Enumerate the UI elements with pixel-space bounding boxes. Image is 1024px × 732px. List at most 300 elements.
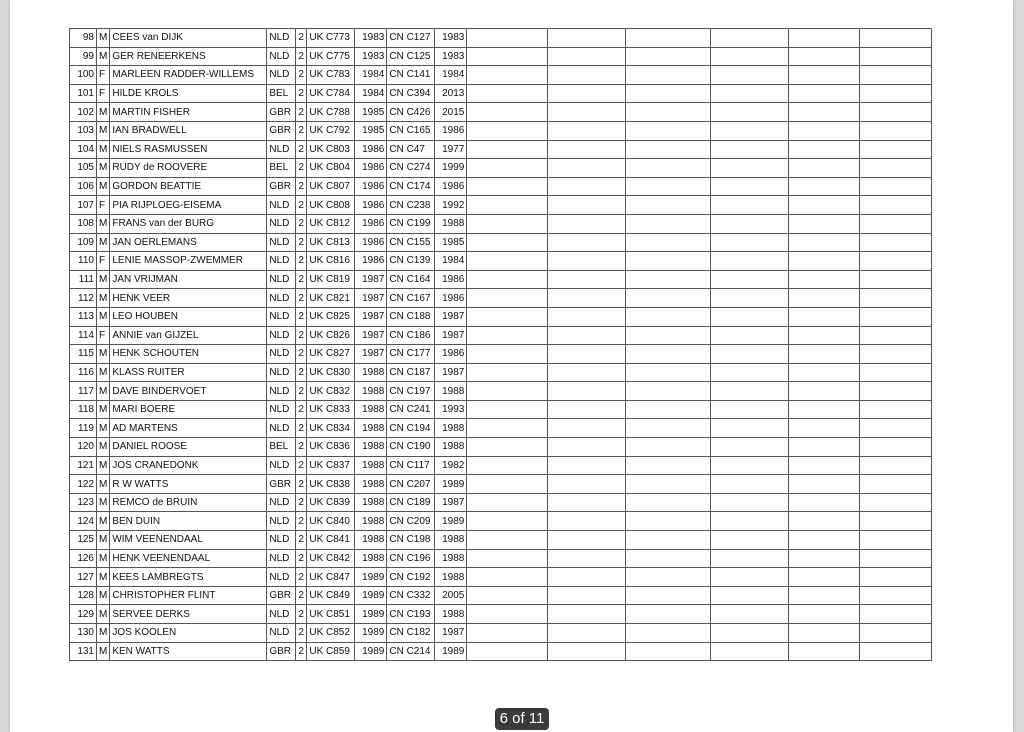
row-number: 107 [70, 196, 97, 215]
empty-cell [548, 400, 626, 419]
empty-cell [860, 419, 932, 438]
empty-cell [548, 214, 626, 233]
empty-cell [789, 159, 860, 178]
empty-cell [711, 400, 789, 419]
empty-cell [548, 289, 626, 308]
cn-number-cell: CN C207 [387, 475, 435, 494]
class-cell: 2 [296, 196, 307, 215]
row-number: 99 [70, 47, 97, 66]
empty-cell [860, 382, 932, 401]
cn-year-cell: 1986 [435, 289, 467, 308]
nationality-cell: GBR [267, 103, 296, 122]
cn-number-cell: CN C182 [387, 624, 435, 643]
empty-cell [860, 456, 932, 475]
uk-number-cell: UK C847 [307, 568, 355, 587]
uk-year-cell: 1989 [355, 624, 387, 643]
empty-cell [626, 642, 711, 661]
empty-cell [711, 121, 789, 140]
empty-cell [626, 400, 711, 419]
nationality-cell: NLD [267, 307, 296, 326]
name-cell: HILDE KROLS [110, 84, 267, 103]
empty-cell [860, 400, 932, 419]
empty-cell [789, 568, 860, 587]
nationality-cell: NLD [267, 382, 296, 401]
empty-cell [467, 531, 548, 550]
nationality-cell: NLD [267, 568, 296, 587]
empty-cell [467, 140, 548, 159]
empty-cell [789, 642, 860, 661]
nationality-cell: NLD [267, 531, 296, 550]
empty-cell [548, 196, 626, 215]
empty-cell [467, 456, 548, 475]
table-row [70, 475, 932, 494]
cn-year-cell: 1989 [435, 475, 467, 494]
uk-year-cell: 1989 [355, 605, 387, 624]
cn-number-cell: CN C189 [387, 493, 435, 512]
name-cell: R W WATTS [110, 475, 267, 494]
sex-cell: F [97, 326, 110, 345]
uk-year-cell: 1989 [355, 642, 387, 661]
table-row [70, 66, 932, 85]
row-number: 98 [70, 29, 97, 48]
empty-cell [860, 29, 932, 48]
empty-cell [711, 103, 789, 122]
empty-cell [626, 121, 711, 140]
empty-cell [789, 419, 860, 438]
row-number: 116 [70, 363, 97, 382]
empty-cell [789, 549, 860, 568]
nationality-cell: NLD [267, 493, 296, 512]
cn-year-cell: 1988 [435, 438, 467, 457]
cn-year-cell: 2013 [435, 84, 467, 103]
name-cell: DANIEL ROOSE [110, 438, 267, 457]
uk-number-cell: UK C842 [307, 549, 355, 568]
empty-cell [467, 326, 548, 345]
name-cell: JOS CRANEDONK [110, 456, 267, 475]
row-number: 101 [70, 84, 97, 103]
empty-cell [711, 512, 789, 531]
empty-cell [860, 140, 932, 159]
cn-number-cell: CN C188 [387, 307, 435, 326]
uk-number-cell: UK C840 [307, 512, 355, 531]
cn-number-cell: CN C194 [387, 419, 435, 438]
nationality-cell: NLD [267, 512, 296, 531]
empty-cell [860, 270, 932, 289]
table-row [70, 642, 932, 661]
sex-cell: F [97, 84, 110, 103]
empty-cell [789, 103, 860, 122]
cn-year-cell: 1986 [435, 121, 467, 140]
empty-cell [548, 66, 626, 85]
name-cell: JAN OERLEMANS [110, 233, 267, 252]
class-cell: 2 [296, 233, 307, 252]
name-cell: RUDY de ROOVERE [110, 159, 267, 178]
cn-number-cell: CN C139 [387, 252, 435, 271]
cn-year-cell: 1999 [435, 159, 467, 178]
nationality-cell: NLD [267, 233, 296, 252]
uk-year-cell: 1989 [355, 568, 387, 587]
uk-year-cell: 1988 [355, 419, 387, 438]
empty-cell [711, 419, 789, 438]
empty-cell [548, 438, 626, 457]
empty-cell [548, 363, 626, 382]
nationality-cell: NLD [267, 456, 296, 475]
empty-cell [467, 177, 548, 196]
sex-cell: M [97, 493, 110, 512]
empty-cell [789, 512, 860, 531]
uk-year-cell: 1987 [355, 307, 387, 326]
row-number: 119 [70, 419, 97, 438]
empty-cell [626, 47, 711, 66]
uk-number-cell: UK C827 [307, 345, 355, 364]
sex-cell: M [97, 177, 110, 196]
empty-cell [860, 103, 932, 122]
empty-cell [548, 531, 626, 550]
empty-cell [467, 307, 548, 326]
uk-year-cell: 1983 [355, 47, 387, 66]
empty-cell [789, 400, 860, 419]
uk-number-cell: UK C859 [307, 642, 355, 661]
name-cell: CHRISTOPHER FLINT [110, 586, 267, 605]
empty-cell [789, 456, 860, 475]
empty-cell [789, 270, 860, 289]
table-row [70, 624, 932, 643]
empty-cell [626, 326, 711, 345]
name-cell: FRANS van der BURG [110, 214, 267, 233]
name-cell: BEN DUIN [110, 512, 267, 531]
name-cell: MARI BOERE [110, 400, 267, 419]
empty-cell [711, 159, 789, 178]
empty-cell [860, 177, 932, 196]
empty-cell [860, 326, 932, 345]
cn-year-cell: 1988 [435, 214, 467, 233]
row-number: 128 [70, 586, 97, 605]
uk-number-cell: UK C841 [307, 531, 355, 550]
table-row [70, 382, 932, 401]
nationality-cell: GBR [267, 121, 296, 140]
uk-year-cell: 1988 [355, 531, 387, 550]
empty-cell [789, 47, 860, 66]
class-cell: 2 [296, 326, 307, 345]
empty-cell [860, 438, 932, 457]
class-cell: 2 [296, 307, 307, 326]
cn-year-cell: 1988 [435, 531, 467, 550]
sex-cell: M [97, 233, 110, 252]
uk-number-cell: UK C826 [307, 326, 355, 345]
cn-number-cell: CN C117 [387, 456, 435, 475]
uk-year-cell: 1985 [355, 121, 387, 140]
uk-number-cell: UK C775 [307, 47, 355, 66]
empty-cell [789, 475, 860, 494]
empty-cell [711, 549, 789, 568]
empty-cell [711, 345, 789, 364]
cn-year-cell: 1984 [435, 252, 467, 271]
empty-cell [467, 66, 548, 85]
cn-number-cell: CN C155 [387, 233, 435, 252]
empty-cell [711, 214, 789, 233]
row-number: 110 [70, 252, 97, 271]
empty-cell [860, 159, 932, 178]
empty-cell [626, 214, 711, 233]
class-cell: 2 [296, 84, 307, 103]
row-number: 103 [70, 121, 97, 140]
uk-number-cell: UK C833 [307, 400, 355, 419]
table-row [70, 233, 932, 252]
nationality-cell: NLD [267, 29, 296, 48]
cn-number-cell: CN C199 [387, 214, 435, 233]
cn-number-cell: CN C214 [387, 642, 435, 661]
name-cell: LENIE MASSOP-ZWEMMER [110, 252, 267, 271]
sex-cell: M [97, 363, 110, 382]
empty-cell [711, 326, 789, 345]
empty-cell [789, 140, 860, 159]
table-row [70, 549, 932, 568]
row-number: 122 [70, 475, 97, 494]
cn-number-cell: CN C426 [387, 103, 435, 122]
cn-number-cell: CN C186 [387, 326, 435, 345]
empty-cell [626, 531, 711, 550]
sex-cell: M [97, 159, 110, 178]
cn-year-cell: 1987 [435, 624, 467, 643]
uk-number-cell: UK C773 [307, 29, 355, 48]
empty-cell [711, 531, 789, 550]
empty-cell [548, 605, 626, 624]
empty-cell [467, 29, 548, 48]
empty-cell [548, 549, 626, 568]
uk-number-cell: UK C852 [307, 624, 355, 643]
uk-year-cell: 1987 [355, 345, 387, 364]
empty-cell [711, 586, 789, 605]
uk-year-cell: 1986 [355, 159, 387, 178]
empty-cell [626, 270, 711, 289]
table-row [70, 419, 932, 438]
cn-year-cell: 1988 [435, 419, 467, 438]
name-cell: ANNIE van GIJZEL [110, 326, 267, 345]
nationality-cell: NLD [267, 419, 296, 438]
class-cell: 2 [296, 252, 307, 271]
empty-cell [467, 270, 548, 289]
empty-cell [711, 456, 789, 475]
empty-cell [626, 233, 711, 252]
uk-year-cell: 1986 [355, 196, 387, 215]
empty-cell [789, 326, 860, 345]
empty-cell [789, 307, 860, 326]
uk-number-cell: UK C851 [307, 605, 355, 624]
row-number: 106 [70, 177, 97, 196]
empty-cell [467, 121, 548, 140]
class-cell: 2 [296, 512, 307, 531]
empty-cell [467, 196, 548, 215]
uk-year-cell: 1988 [355, 400, 387, 419]
empty-cell [711, 47, 789, 66]
sex-cell: M [97, 307, 110, 326]
cn-number-cell: CN C193 [387, 605, 435, 624]
empty-cell [711, 307, 789, 326]
class-cell: 2 [296, 103, 307, 122]
nationality-cell: NLD [267, 270, 296, 289]
empty-cell [789, 29, 860, 48]
empty-cell [711, 66, 789, 85]
empty-cell [711, 29, 789, 48]
table-row [70, 103, 932, 122]
empty-cell [789, 214, 860, 233]
cn-number-cell: CN C177 [387, 345, 435, 364]
uk-number-cell: UK C836 [307, 438, 355, 457]
cn-number-cell: CN C238 [387, 196, 435, 215]
sex-cell: M [97, 345, 110, 364]
class-cell: 2 [296, 475, 307, 494]
table-row [70, 270, 932, 289]
row-number: 114 [70, 326, 97, 345]
nationality-cell: NLD [267, 326, 296, 345]
empty-cell [467, 289, 548, 308]
sex-cell: M [97, 456, 110, 475]
uk-year-cell: 1985 [355, 103, 387, 122]
uk-number-cell: UK C819 [307, 270, 355, 289]
name-cell: DAVE BINDERVOET [110, 382, 267, 401]
empty-cell [789, 493, 860, 512]
empty-cell [860, 493, 932, 512]
empty-cell [467, 568, 548, 587]
table-row [70, 531, 932, 550]
nationality-cell: NLD [267, 549, 296, 568]
uk-year-cell: 1988 [355, 363, 387, 382]
row-number: 108 [70, 214, 97, 233]
empty-cell [467, 159, 548, 178]
table-row [70, 159, 932, 178]
class-cell: 2 [296, 47, 307, 66]
empty-cell [548, 84, 626, 103]
sex-cell: M [97, 289, 110, 308]
empty-cell [548, 270, 626, 289]
class-cell: 2 [296, 400, 307, 419]
empty-cell [711, 140, 789, 159]
uk-number-cell: UK C813 [307, 233, 355, 252]
name-cell: KLASS RUITER [110, 363, 267, 382]
empty-cell [548, 475, 626, 494]
uk-year-cell: 1987 [355, 289, 387, 308]
empty-cell [789, 66, 860, 85]
cn-number-cell: CN C141 [387, 66, 435, 85]
empty-cell [789, 586, 860, 605]
uk-year-cell: 1988 [355, 438, 387, 457]
uk-number-cell: UK C784 [307, 84, 355, 103]
empty-cell [548, 103, 626, 122]
table-row [70, 214, 932, 233]
class-cell: 2 [296, 419, 307, 438]
empty-cell [711, 363, 789, 382]
empty-cell [860, 624, 932, 643]
empty-cell [789, 438, 860, 457]
uk-year-cell: 1988 [355, 475, 387, 494]
empty-cell [548, 419, 626, 438]
empty-cell [626, 345, 711, 364]
row-number: 125 [70, 531, 97, 550]
nationality-cell: NLD [267, 400, 296, 419]
empty-cell [789, 345, 860, 364]
table-row [70, 177, 932, 196]
nationality-cell: BEL [267, 159, 296, 178]
document-page [10, 0, 1013, 732]
cn-year-cell: 1982 [435, 456, 467, 475]
table-row [70, 605, 932, 624]
empty-cell [860, 475, 932, 494]
name-cell: IAN BRADWELL [110, 121, 267, 140]
uk-year-cell: 1987 [355, 270, 387, 289]
empty-cell [548, 140, 626, 159]
empty-cell [626, 84, 711, 103]
uk-number-cell: UK C838 [307, 475, 355, 494]
empty-cell [548, 326, 626, 345]
row-number: 102 [70, 103, 97, 122]
empty-cell [467, 363, 548, 382]
uk-year-cell: 1986 [355, 177, 387, 196]
class-cell: 2 [296, 586, 307, 605]
row-number: 129 [70, 605, 97, 624]
name-cell: NIELS RASMUSSEN [110, 140, 267, 159]
empty-cell [626, 29, 711, 48]
empty-cell [860, 642, 932, 661]
cn-year-cell: 1988 [435, 382, 467, 401]
cn-year-cell: 1987 [435, 326, 467, 345]
nationality-cell: NLD [267, 140, 296, 159]
row-number: 130 [70, 624, 97, 643]
empty-cell [548, 345, 626, 364]
cn-number-cell: CN C167 [387, 289, 435, 308]
row-number: 118 [70, 400, 97, 419]
empty-cell [548, 586, 626, 605]
empty-cell [467, 624, 548, 643]
class-cell: 2 [296, 140, 307, 159]
cn-year-cell: 1988 [435, 605, 467, 624]
uk-number-cell: UK C816 [307, 252, 355, 271]
sex-cell: M [97, 29, 110, 48]
cn-year-cell: 1977 [435, 140, 467, 159]
uk-number-cell: UK C792 [307, 121, 355, 140]
empty-cell [548, 307, 626, 326]
uk-number-cell: UK C834 [307, 419, 355, 438]
empty-cell [711, 568, 789, 587]
empty-cell [548, 642, 626, 661]
cn-year-cell: 1992 [435, 196, 467, 215]
uk-year-cell: 1988 [355, 456, 387, 475]
empty-cell [467, 642, 548, 661]
empty-cell [789, 363, 860, 382]
name-cell: GER RENEERKENS [110, 47, 267, 66]
nationality-cell: NLD [267, 196, 296, 215]
class-cell: 2 [296, 438, 307, 457]
empty-cell [711, 382, 789, 401]
uk-year-cell: 1988 [355, 382, 387, 401]
uk-number-cell: UK C837 [307, 456, 355, 475]
class-cell: 2 [296, 159, 307, 178]
empty-cell [711, 642, 789, 661]
name-cell: HENK VEENENDAAL [110, 549, 267, 568]
nationality-cell: GBR [267, 475, 296, 494]
empty-cell [860, 345, 932, 364]
cn-number-cell: CN C174 [387, 177, 435, 196]
empty-cell [626, 456, 711, 475]
empty-cell [626, 549, 711, 568]
class-cell: 2 [296, 121, 307, 140]
empty-cell [626, 512, 711, 531]
empty-cell [860, 307, 932, 326]
empty-cell [548, 493, 626, 512]
row-number: 100 [70, 66, 97, 85]
uk-year-cell: 1989 [355, 586, 387, 605]
empty-cell [860, 121, 932, 140]
empty-cell [467, 493, 548, 512]
